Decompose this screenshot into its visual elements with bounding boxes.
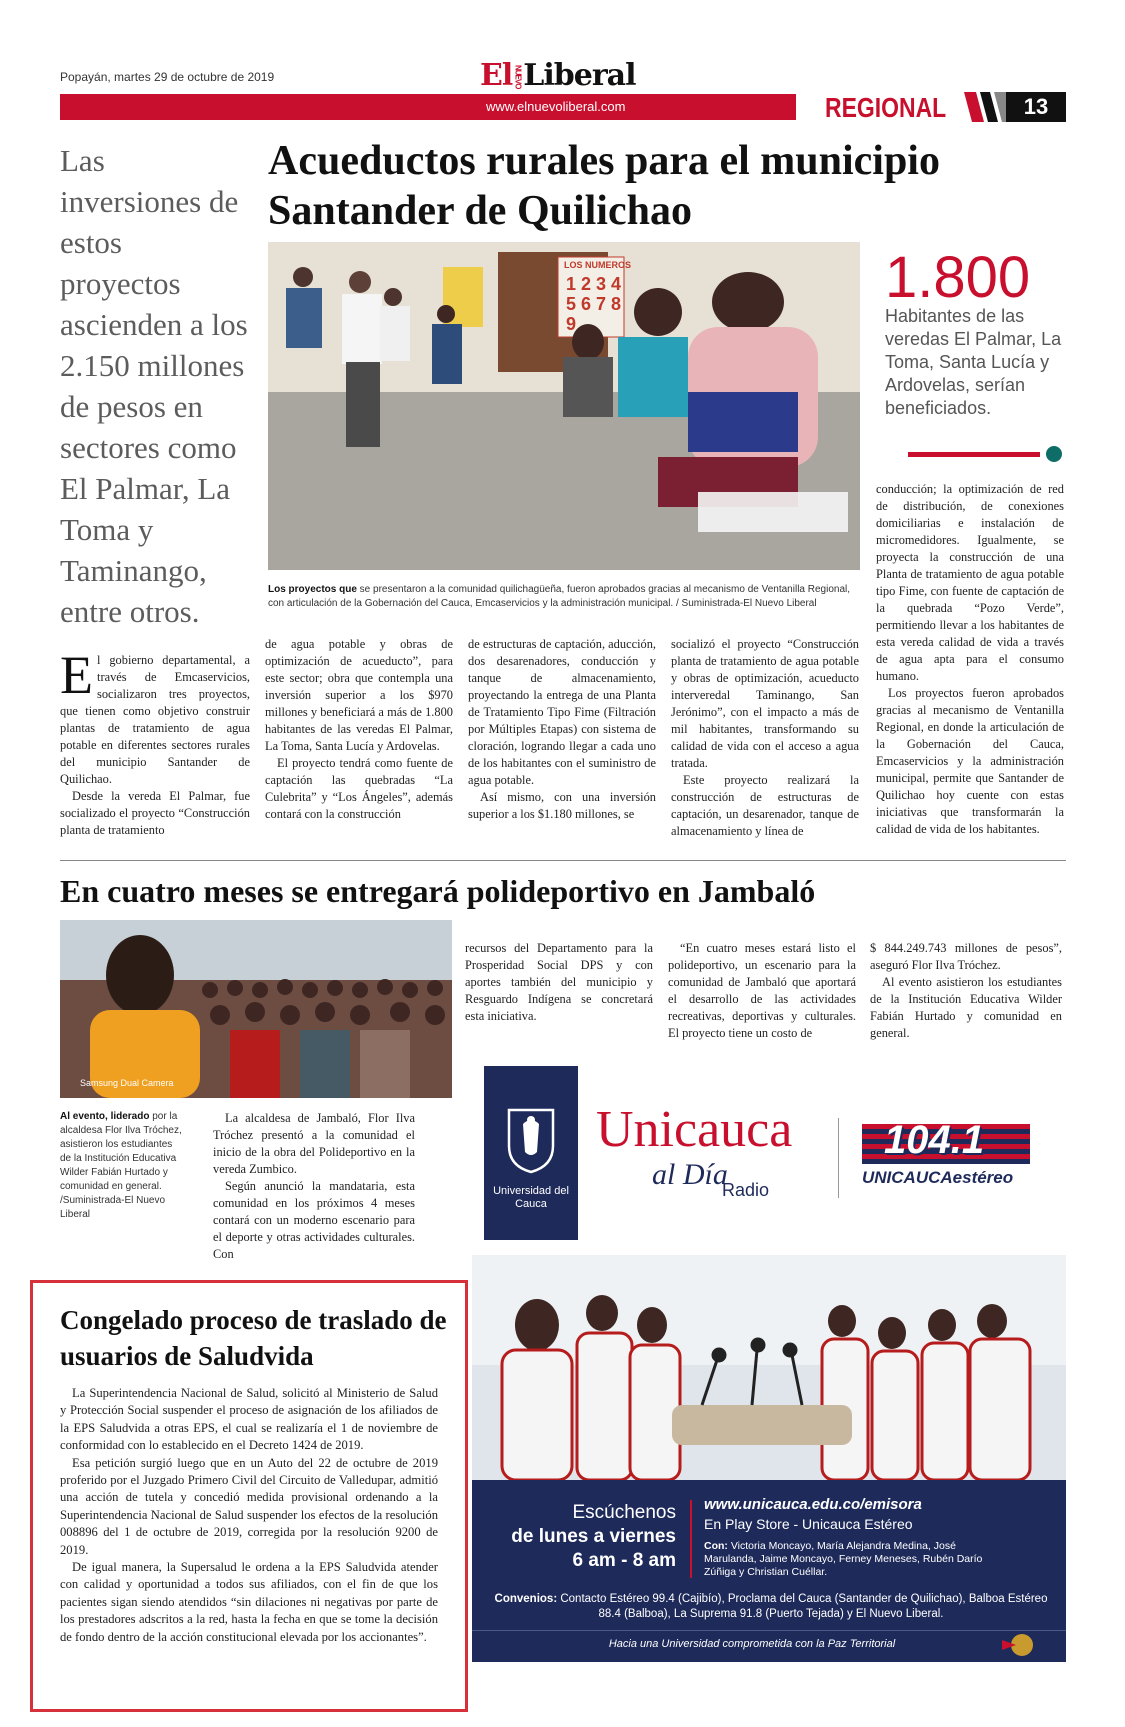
logo-el: El [480,58,513,93]
brand-radio: Radio [722,1180,770,1200]
stat-number: 1.800 [885,245,1031,310]
ad-partners-text: Contacto Estéreo 99.4 (Cajibío), Proclama del Cauca (Santander de Quilichao), Balboa Estéreo 88.4 (Balboa), La Suprema 91.8 (Puerto Tejada) y El Nuevo Liberal. [560,1593,1048,1620]
university-shield-icon [501,1106,561,1176]
article-headline[interactable]: Acueductos rurales para el municipio Santander de Quilichao [268,138,940,234]
ad-divider [838,1118,839,1198]
ad-listen: Escúchenos [572,1502,676,1523]
article-paragraph: Según anunció la mandataria, esta comunidad en los próximos 4 meses contará con un moderno escenario para el deporte y otras actividades culturales. Con [213,1179,415,1261]
article-paragraph: De igual manera, la Supersalud le ordena a la EPS Saludvida atender con calidad y oportunidad a todos sus afiliados, con el fin de que los pacientes sigan siendo atendidos “sin dilaciones ni negativas por parte de los prestadores adscritos a la red, hasta la fecha en que se tome la decisión de fondo dentro de la acción constitucional elevada por los accionantes”. [60,1560,438,1644]
ad-days: de lunes a viernes [511,1526,676,1547]
article-paragraph: conducción; la optimización de red de distribución, de conexiones domiciliarias e instalación de micromedidores. Igualmente, se proyecta la construcción de una Planta de tratamiento de agua potable tipo Fime, con fuente de captación de la quebrada “Pozo Verde”, permitiendo llevar a los habitantes de esta vereda calidad de vida a través de agua apta para el consumo humano. [876,482,1064,683]
article-headline[interactable]: Congelado proceso de traslado de usuarios de Saludvida [60,1305,447,1371]
brand-al-dia: al Día [652,1158,728,1191]
photo-watermark: Samsung Dual Camera [80,1078,174,1088]
article-paragraph: La Superintendencia Nacional de Salud, solicitó al Ministerio de Salud y Protección Social suspender el proceso de asignación de los afiliados de la EPS Saludvida a otras EPS, el cual se realizaría el 1 de noviembre de conformidad con lo establecido en el Decreto 1424 de 2019. [60,1386,438,1453]
stat-dot-icon [1046,446,1062,462]
brand-unicauca: Unicauca [596,1101,793,1158]
article1-column-5 [876,481,1064,838]
ad-hosts-label: Con: [704,1540,728,1552]
article1-column-4 [671,636,859,840]
classroom-photo-illustration [268,242,860,570]
ad-hosts [704,1540,1004,1579]
pull-quote: Las inversiones de estos proyectos ascienden a los 2.150 millones de pesos en sectores como El Palmar, La Toma y Taminango, entre otros. [60,143,248,629]
article-paragraph: recursos del Departamento para la Prosperidad Social DPS y con aportes también del municipio y Resguardo Indígena se concretará esta iniciativa. [465,941,653,1023]
article-paragraph: $ 844.249.743 millones de pesos”, aseguró Flor Ilva Tróchez. [870,941,1062,972]
newspaper-logo[interactable] [480,58,635,93]
section-divider [60,860,1066,861]
article-photo [268,242,860,570]
poster-title: LOS NUMEROS [564,260,632,270]
article-paragraph: Los proyectos fueron aprobados gracias al mecanismo de Ventanilla Regional, en donde la articulación de la Gobernación del Cauca, Emcaservicios y la administración municipal, permite que Santander de Quilichao hoy cuente con estas iniciativas que transformarán la calidad de vida de los habitantes. [876,686,1064,836]
article-headline[interactable]: En cuatro meses se entregará polideportivo en Jambaló [60,873,816,909]
article2-column-3 [668,940,856,1042]
article-paragraph: La alcaldesa de Jambaló, Flor Ilva Tróchez presentó a la comunidad el inicio de la obra del Polideportivo en la vereda Zumbico. [213,1111,415,1176]
logo-liberal: Liberal [523,58,636,93]
radio-studio-illustration [472,1255,1066,1480]
caption-lead: Al evento, liderado [60,1111,150,1122]
drop-cap: E [60,645,93,705]
radio-team-photo [472,1255,1066,1480]
ad-hours: 6 am - 8 am [572,1550,676,1571]
article-paragraph: El proyecto tendrá como fuente de captación las quebradas “La Culebrita” y “Los Ángeles”, además contará con la construcción [265,756,453,821]
article1-column-3 [468,636,656,823]
freq-brand: UNICAUCAestéreo [862,1168,1014,1187]
section-title: REGIONAL [825,92,947,123]
photo-caption [60,1110,182,1222]
article-paragraph: de agua potable y obras de optimización de acueducto”, para este sector; obra que contempla una inversión superior a los $970 millones y beneficiará a más de 1.800 habitantes de las veredas El Palmar, La Toma, Santa Lucía y Ardovelas. [265,637,453,753]
poster-digits: 1 2 3 4 5 6 7 8 9 [566,274,622,334]
caption-lead: Los proyectos que [268,584,357,595]
logo-nuevo: NUEVO [513,65,523,89]
stat-underline [908,452,1040,457]
article2-column-2 [465,940,653,1025]
issue-date: Popayán, martes 29 de octubre de 2019 [60,70,275,84]
ad-partners-label: Convenios: [494,1593,558,1605]
section-stripes-icon [962,92,1006,122]
university-name: Universidad del Cauca [493,1185,569,1210]
article1-column-1 [60,645,250,839]
audience-photo-illustration [60,920,452,1098]
website-url[interactable]: www.elnuevoliberal.com [486,99,626,114]
stat-text: Habitantes de las veredas El Palmar, La Toma, Santa Lucía y Ardovelas, serían beneficiados. [885,306,1062,418]
caption-text: por la alcaldesa Flor Ilva Tróchez, asistieron los estudiantes de la Institución Educativa Wilder Fabián Hurtado y comunidad en general. /Suministrada-El Nuevo Liberal [60,1111,182,1220]
page-number: 13 [1006,92,1066,122]
article-paragraph: socializó el proyecto “Construcción planta de tratamiento de agua potable y obras de optimización, acueducto interveredal Taminango, San Jerónimo”, con el impacto a más de mil habitantes, transformando su calidad de vida con el acceso a agua tratada. [671,637,859,770]
ad-slogan: Hacia una Universidad comprometida con la Paz Territorial [608,1638,896,1650]
article2-column-4 [870,940,1062,1042]
ad-play-store[interactable]: En Play Store - Unicauca Estéreo [704,1516,913,1532]
university-logo[interactable] [484,1066,578,1240]
article-paragraph: “En cuatro meses estará listo el polideportivo, un escenario para la comunidad de Jambaló que aportará el desarrollo de las actividades recreativas, deportivas y culturales. El proyecto tiene un costo de [668,941,856,1040]
article-photo [60,920,452,1098]
header-red-bar [60,94,796,120]
article-paragraph: Este proyecto realizará la construcción de estructuras de captación, un desarenador, tanque de almacenamiento y línea de [671,773,859,838]
ad-info-panel [472,1480,1066,1662]
article-paragraph: de estructuras de captación, aducción, dos desarenadores, conducción y tanque de almacenamiento, proyectando la entrega de una Planta de Tratamiento Tipo Fime (Filtración por Múltiples Etapas) con sistema de cloración, logrando llegar a cada uno de los habitantes con el suministro de agua potable. [468,637,656,787]
article1-column-2 [265,636,453,823]
ad-hosts-names: Victoria Moncayo, María Alejandra Medina, José Marulanda, Jaime Moncayo, Ferney Meneses, Rubén Darío Zúñiga y Christian Cuéllar. [704,1540,983,1578]
article-paragraph: l gobierno departamental, a través de Emcaservicios, socializaron tres proyectos, que tienen como objetivo construir plantas de tratamiento de agua potable en diferentes sectores rurales del municipio Santander de Quilichao. [60,653,250,786]
ad-red-divider [690,1500,692,1578]
article-paragraph: Desde la vereda El Palmar, fue socializado el proyecto “Construcción planta de tratamiento [60,789,250,837]
peace-seal-icon [1002,1632,1036,1658]
ad-partners [488,1592,1054,1622]
article-paragraph: Así mismo, con una inversión superior a los $1.180 millones, se [468,790,656,821]
article-paragraph: Esa petición surgió luego que en un Auto del 22 de octubre de 2019 proferido por el Juzgado Primero Civil del Circuito de Valledupar, admitió una acción de tutela y concedió medida provisional ordenando a la Superintendencia Nacional de Salud suspender los efectos de la resolución 008896 del 1 de octubre de 2019, corregida por la resolución 9200 de 2019. [60,1455,438,1557]
photo-caption [268,583,860,611]
article3-body [60,1385,438,1646]
article2-column-1 [213,1110,415,1263]
ad-web-link[interactable]: www.unicauca.edu.co/emisora [704,1496,922,1513]
freq-number: 104.1 [884,1118,985,1162]
ad-slogan-rule [472,1630,1066,1631]
caption-text: se presentaron a la comunidad quilichagüeña, fueron aprobados gracias al mecanismo de Ventanilla Regional, con articulación de la Gobernación del Cauca, Emcaservicios y la administración municipal. / Suministrada-El Nuevo Liberal [268,584,851,609]
article-paragraph: Al evento asistieron los estudiantes de la Institución Educativa Wilder Fabián Hurtado y comunidad en general. [870,975,1062,1040]
